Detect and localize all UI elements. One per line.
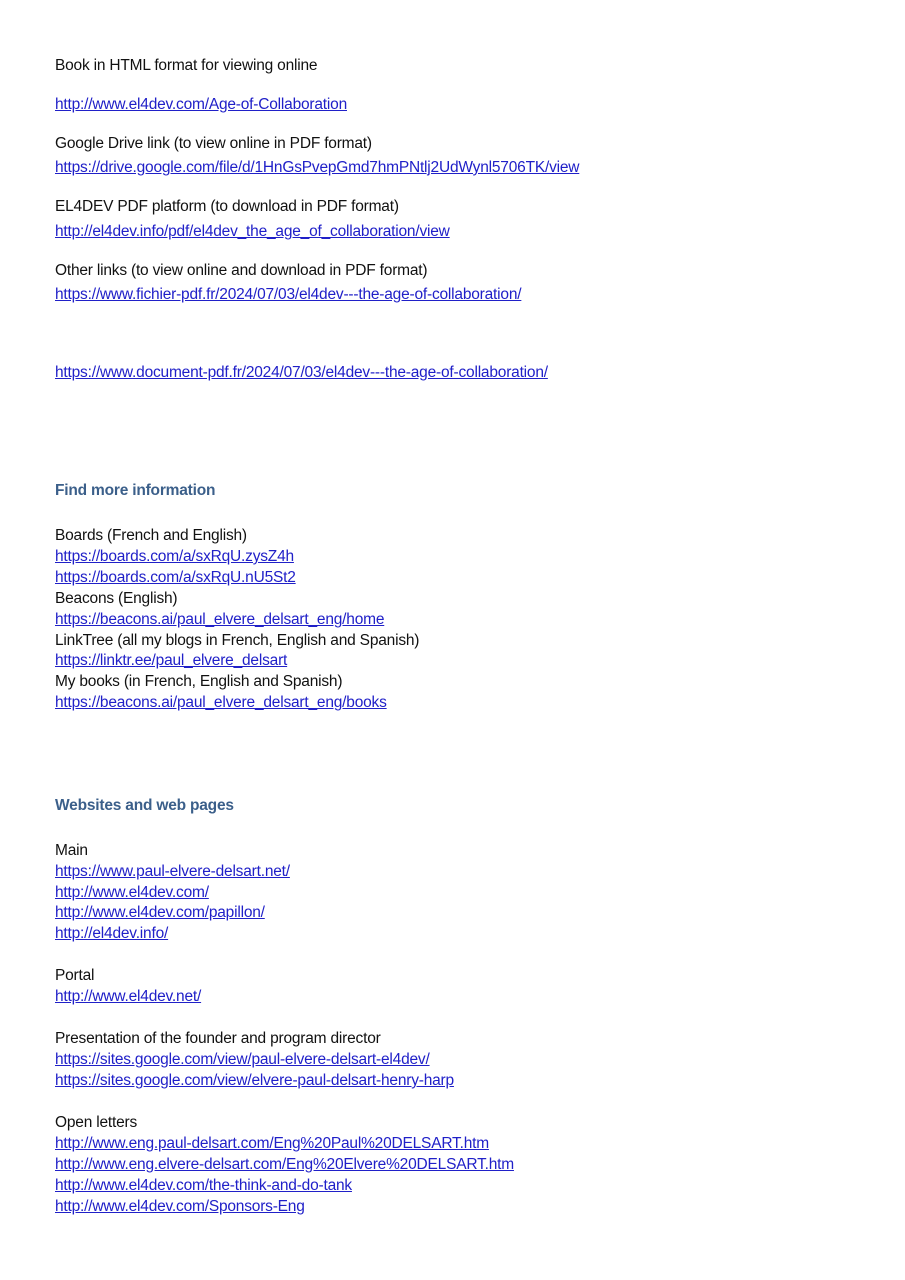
other-link-document-pdf[interactable]: https://www.document-pdf.fr/2024/07/03/el4dev---the-age-of-collaboration/ <box>55 364 548 381</box>
main-link[interactable]: http://www.el4dev.com/ <box>55 884 209 901</box>
linktree-link[interactable]: https://linktr.ee/paul_elvere_delsart <box>55 652 288 669</box>
founder-link[interactable]: https://sites.google.com/view/elvere-paul-delsart-henry-harp <box>55 1072 454 1089</box>
open-letters-label: Open letters <box>55 1114 138 1131</box>
gdrive-label: Google Drive link (to view online in PDF format) <box>55 135 372 152</box>
gdrive-link[interactable]: https://drive.google.com/file/d/1HnGsPvepGmd7hmPNtlj2UdWynl5706TK/view <box>55 159 580 176</box>
boards-label: Boards (French and English) <box>55 527 247 544</box>
beacons-label: Beacons (English) <box>55 590 178 607</box>
other-links-label: Other links (to view online and download in PDF format) <box>55 262 428 279</box>
websites-heading: Websites and web pages <box>55 797 234 814</box>
main-link[interactable]: http://el4dev.info/ <box>55 925 169 942</box>
open-letter-link[interactable]: http://www.el4dev.com/the-think-and-do-tank <box>55 1177 352 1194</box>
linktree-label: LinkTree (all my blogs in French, English and Spanish) <box>55 632 420 649</box>
other-link-fichier-pdf[interactable]: https://www.fichier-pdf.fr/2024/07/03/el4dev---the-age-of-collaboration/ <box>55 286 522 303</box>
books-label: My books (in French, English and Spanish) <box>55 673 343 690</box>
beacons-link[interactable]: https://beacons.ai/paul_elvere_delsart_eng/home <box>55 611 385 628</box>
open-letter-link[interactable]: http://www.eng.elvere-delsart.com/Eng%20Elvere%20DELSART.htm <box>55 1156 514 1173</box>
books-link[interactable]: https://beacons.ai/paul_elvere_delsart_eng/books <box>55 694 387 711</box>
pdf-platform-label: EL4DEV PDF platform (to download in PDF format) <box>55 198 399 215</box>
portal-link[interactable]: http://www.el4dev.net/ <box>55 988 202 1005</box>
main-link[interactable]: http://www.el4dev.com/papillon/ <box>55 904 265 921</box>
open-letter-link[interactable]: http://www.el4dev.com/Sponsors-Eng <box>55 1198 305 1215</box>
open-letter-link[interactable]: http://www.eng.paul-delsart.com/Eng%20Paul%20DELSART.htm <box>55 1135 489 1152</box>
portal-label: Portal <box>55 967 95 984</box>
boards-link-1[interactable]: https://boards.com/a/sxRqU.zysZ4h <box>55 548 294 565</box>
main-link[interactable]: https://www.paul-elvere-delsart.net/ <box>55 863 290 880</box>
main-label: Main <box>55 842 88 859</box>
founder-label: Presentation of the founder and program director <box>55 1030 381 1047</box>
find-more-heading: Find more information <box>55 482 216 499</box>
html-format-link[interactable]: http://www.el4dev.com/Age-of-Collaboration <box>55 96 347 113</box>
boards-link-2[interactable]: https://boards.com/a/sxRqU.nU5St2 <box>55 569 296 586</box>
html-format-label: Book in HTML format for viewing online <box>55 57 318 74</box>
pdf-platform-link[interactable]: http://el4dev.info/pdf/el4dev_the_age_of_collaboration/view <box>55 223 450 240</box>
founder-link[interactable]: https://sites.google.com/view/paul-elvere-delsart-el4dev/ <box>55 1051 430 1068</box>
